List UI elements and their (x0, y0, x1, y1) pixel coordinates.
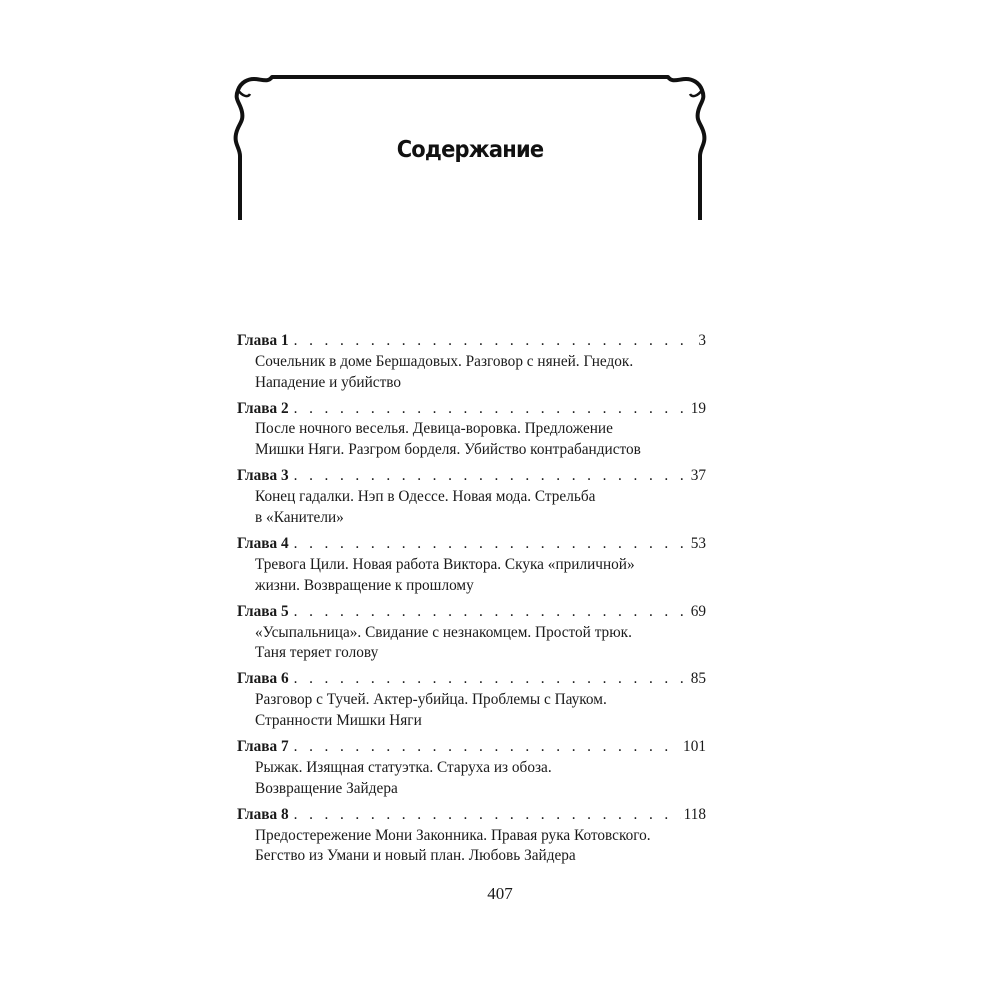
chapter-summary-line: Тревога Цили. Новая работа Виктора. Скука «приличной» (255, 555, 635, 573)
toc-entry (237, 331, 706, 393)
toc-entry-heading (237, 466, 706, 487)
chapter-page-number: 53 (690, 535, 706, 553)
chapter-summary (237, 758, 706, 800)
chapter-summary (237, 690, 706, 732)
chapter-summary-line: Таня теряет голову (255, 644, 379, 662)
toc-entry-heading (237, 534, 706, 555)
chapter-summary-line: После ночного веселья. Девица-воровка. Предложение (255, 420, 613, 438)
chapter-summary (237, 419, 706, 461)
toc-entry (237, 399, 706, 461)
chapter-label: Глава 8 (237, 805, 289, 823)
chapter-summary (237, 352, 706, 394)
toc-entry-heading (237, 399, 706, 420)
chapter-summary-line: «Усыпальница». Свидание с незнакомцем. Простой трюк. (255, 623, 632, 641)
dot-leader (294, 534, 688, 555)
dot-leader (294, 331, 696, 352)
chapter-label: Глава 2 (237, 399, 289, 417)
chapter-page-number: 85 (690, 670, 706, 688)
toc-entry-heading (237, 602, 706, 623)
toc-entry-heading (237, 669, 706, 690)
chapter-page-number: 69 (690, 602, 706, 620)
chapter-page-number: 37 (690, 467, 706, 485)
chapter-label: Глава 1 (237, 332, 289, 349)
table-of-contents (237, 331, 706, 873)
chapter-summary-line: Рыжак. Изящная статуэтка. Старуха из обоза. (255, 758, 552, 776)
dot-leader (294, 669, 688, 690)
chapter-summary-line: Сочельник в доме Бершадовых. Разговор с няней. Гнедок. (255, 352, 634, 370)
chapter-summary (237, 555, 706, 597)
toc-entry (237, 466, 706, 528)
dot-leader (294, 399, 688, 420)
chapter-label: Глава 6 (237, 670, 289, 688)
chapter-summary-line: Возвращение Зайдера (255, 779, 398, 797)
chapter-summary-line: Конец гадалки. Нэп в Одессе. Новая мода. Стрельба (255, 488, 596, 506)
chapter-summary-line: Бегство из Умани и новый план. Любовь Зайдера (255, 847, 576, 865)
chapter-page-number: 19 (690, 399, 706, 417)
toc-entry-heading (237, 805, 706, 826)
chapter-summary-line: Мишки Няги. Разгром борделя. Убийство контрабандистов (255, 441, 641, 459)
toc-entry-heading (237, 737, 706, 758)
chapter-label: Глава 7 (237, 738, 289, 756)
chapter-summary-line: Разговор с Тучей. Актер-убийца. Проблемы с Пауком. (255, 691, 607, 709)
toc-entry (237, 669, 706, 731)
chapter-summary (237, 826, 706, 868)
chapter-summary-line: Странности Мишки Няги (255, 712, 422, 730)
dot-leader (294, 602, 688, 623)
page-number: 407 (487, 884, 513, 903)
chapter-summary-line: Предостережение Мони Законника. Правая рука Котовского. (255, 826, 651, 844)
chapter-summary (237, 623, 706, 665)
chapter-summary-line: Нападение и убийство (255, 373, 402, 391)
chapter-label: Глава 5 (237, 602, 289, 620)
dot-leader (294, 737, 680, 758)
toc-entry (237, 534, 706, 596)
dot-leader (294, 805, 681, 826)
toc-entry (237, 602, 706, 664)
chapter-page-number: 101 (683, 738, 706, 756)
chapter-label: Глава 3 (237, 467, 289, 485)
toc-entry (237, 805, 706, 867)
chapter-page-number: 3 (698, 332, 706, 349)
chapter-label: Глава 4 (237, 535, 289, 553)
chapter-summary (237, 487, 706, 529)
toc-entry (237, 737, 706, 799)
chapter-page-number: 118 (683, 805, 706, 823)
chapter-summary-line: в «Канители» (255, 508, 344, 526)
dot-leader (294, 466, 688, 487)
toc-entry-heading (237, 331, 706, 352)
chapter-summary-line: жизни. Возвращение к прошлому (255, 576, 474, 594)
page-title: Содержание (396, 135, 544, 163)
